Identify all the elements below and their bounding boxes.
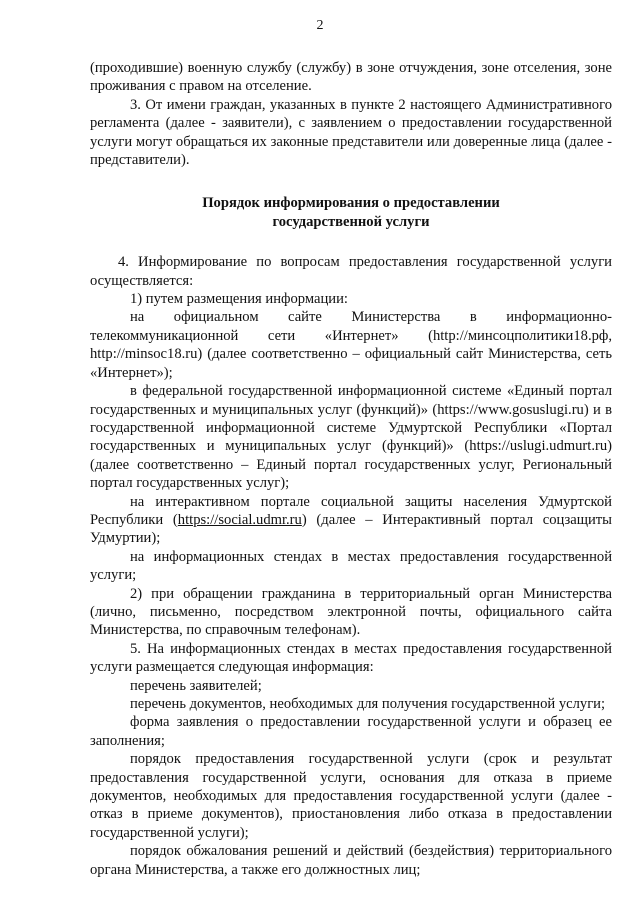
paragraph-5-item-4: порядок предоставления государственной услуги (срок и результат предоставления государственной услуги, основания для отказа в приеме документов, необходимых для предоставления государственной услуги (далее - отказ в приеме документов), приостановления либо отказа в предоставлении государственной услуги);	[90, 751, 612, 841]
paragraph-4-item-2: 2) при обращении гражданина в территориальный орган Министерства (лично, письменно, посредством электронной почты, официального сайта Министерства, по справочным телефонам).	[90, 585, 612, 639]
section-heading-line1: Порядок информирования о предоставлении	[202, 195, 500, 212]
spacer	[90, 231, 612, 253]
paragraph-continuation: (проходившие) военную службу (службу) в зоне отчуждения, зоне отселения, зоне проживания с правом на отселение.	[90, 60, 612, 95]
paragraph-4: 4. Информирование по вопросам предоставления государственной услуги осуществляется:	[90, 254, 612, 289]
paragraph-5-item-2: перечень документов, необходимых для получения государственной услуги;	[130, 696, 606, 712]
social-portal-link[interactable]: https://social.udmr.ru	[177, 511, 302, 528]
paragraph-5-item-5: порядок обжалования решений и действий (бездействия) территориального органа Министерства, а также его должностных лиц;	[90, 843, 612, 878]
paragraph-5-item-1: перечень заявителей;	[130, 677, 262, 694]
paragraph-4-item-1c	[90, 493, 612, 548]
document-body	[90, 59, 612, 879]
paragraph-4-item-1a: на официальном сайте Министерства в информационно-телекоммуникационной сети «Интернет» (http://минсоцполитики18.рф, http://minsoc18.ru) (далее соответственно – официальный сайт Министерства, сеть «Интернет»);	[90, 309, 612, 381]
paragraph-4-item-1b: в федеральной государственной информационной системе «Единый портал государственных и муниципальных услуг (функций)» (https://www.gosuslugi.ru) и в государственной информационной системе Удмуртской Республики «Портал государственных и муниципальных услуг (функций)» (https://uslugi.udmurt.ru) (далее соответственно – Единый портал государственных услуг, Региональный портал государственных услуг);	[90, 383, 612, 492]
paragraph-4-item-1c-pre: на интерактивном портале социальной защиты населения Удмуртской Республики (	[90, 493, 612, 528]
page-number: 2	[316, 18, 324, 33]
paragraph-5-item-3: форма заявления о предоставлении государственной услуги и образец ее заполнения;	[90, 714, 612, 749]
paragraph-4-item-1: 1) путем размещения информации:	[130, 291, 348, 308]
paragraph-4-item-1d: на информационных стендах в местах предоставления государственной услуги;	[90, 548, 612, 584]
paragraph-4-item-1c-post: ) (далее – Интерактивный портал соцзащиты Удмуртии);	[90, 511, 612, 547]
section-heading-line2: государственной услуги	[272, 213, 430, 230]
spacer	[90, 169, 612, 194]
paragraph-5: 5. На информационных стендах в местах предоставления государственной услуги размещается следующая информация:	[90, 640, 612, 676]
paragraph-3: 3. От имени граждан, указанных в пункте 2 настоящего Административного регламента (далее - заявители), с заявлением о предоставлении государственной услуги могут обращаться их законные представители или доверенные лица (далее - представители).	[90, 96, 612, 169]
